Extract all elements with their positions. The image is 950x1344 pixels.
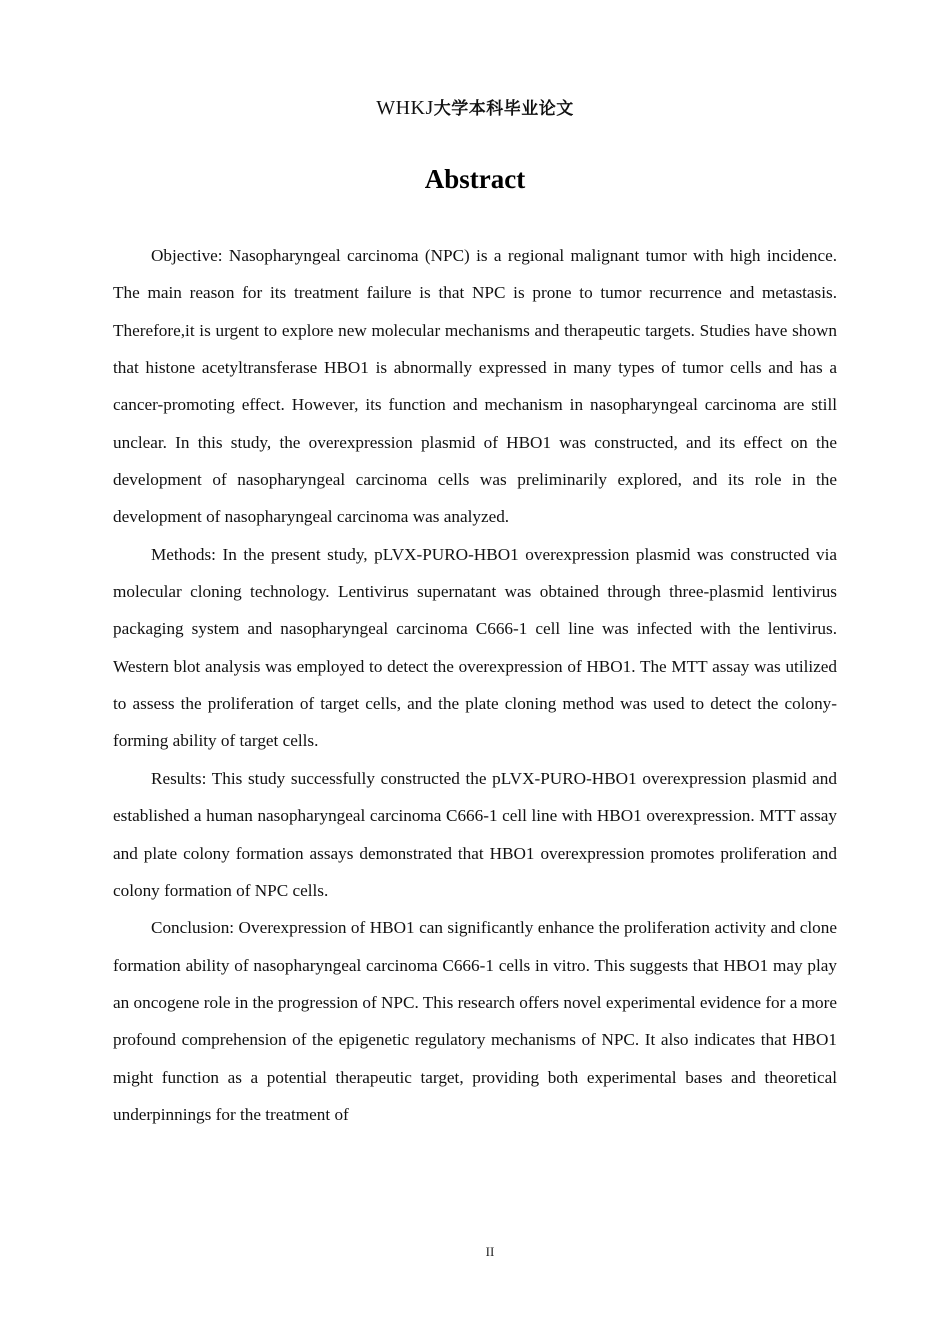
running-header-latin: WHKJ — [376, 97, 434, 119]
paragraph-results: Results: This study successfully constructed the pLVX-PURO-HBO1 overexpression plasmid and established a human nasopharyngeal carcinoma C666-1 cell line with HBO1 overexpression. MTT assay and plate colony formation assays demonstrated that HBO1 overexpression promotes proliferation and colony formation of NPC cells. — [113, 768, 837, 900]
abstract-body — [113, 237, 837, 1133]
running-header-chinese: 大学本科毕业论文 — [433, 99, 574, 119]
paragraph-objective: Objective: Nasopharyngeal carcinoma (NPC) is a regional malignant tumor with high incidence. The main reason for its treatment failure is that NPC is prone to tumor recurrence and metastasis. Therefore,it is urgent to explore new molecular mechanisms and therapeutic targets. Studies have shown that histone acetyltransferase HBO1 is abnormally expressed in many types of tumor cells and has a cancer-promoting effect. However, its function and mechanism in nasopharyngeal carcinoma are still unclear. In this study, the overexpression plasmid of HBO1 was constructed, and its effect on the development of nasopharyngeal carcinoma cells was preliminarily explored, and its role in the development of nasopharyngeal carcinoma was analyzed. — [113, 246, 837, 527]
page-title: Abstract — [424, 164, 526, 194]
running-header — [0, 94, 950, 120]
paragraph-methods: Methods: In the present study, pLVX-PURO-HBO1 overexpression plasmid was constructed via molecular cloning technology. Lentivirus supernatant was obtained through three-plasmid lentivirus packaging system and nasopharyngeal carcinoma C666-1 cell line was infected with the lentivirus. Western blot analysis was employed to detect the overexpression of HBO1. The MTT assay was utilized to assess the proliferation of target cells, and the plate cloning method was used to detect the colony-forming ability of target cells. — [113, 544, 837, 751]
page-number: II — [485, 1244, 495, 1259]
paragraph-conclusion: Conclusion: Overexpression of HBO1 can significantly enhance the proliferation activity and clone formation ability of nasopharyngeal carcinoma C666-1 cells in vitro. This suggests that HBO1 may play an oncogene role in the progression of NPC. This research offers novel experimental evidence for a more profound comprehension of the epigenetic regulatory mechanisms of NPC. It also indicates that HBO1 might function as a potential therapeutic target, providing both experimental bases and theoretical underpinnings for the treatment of — [113, 918, 837, 1124]
